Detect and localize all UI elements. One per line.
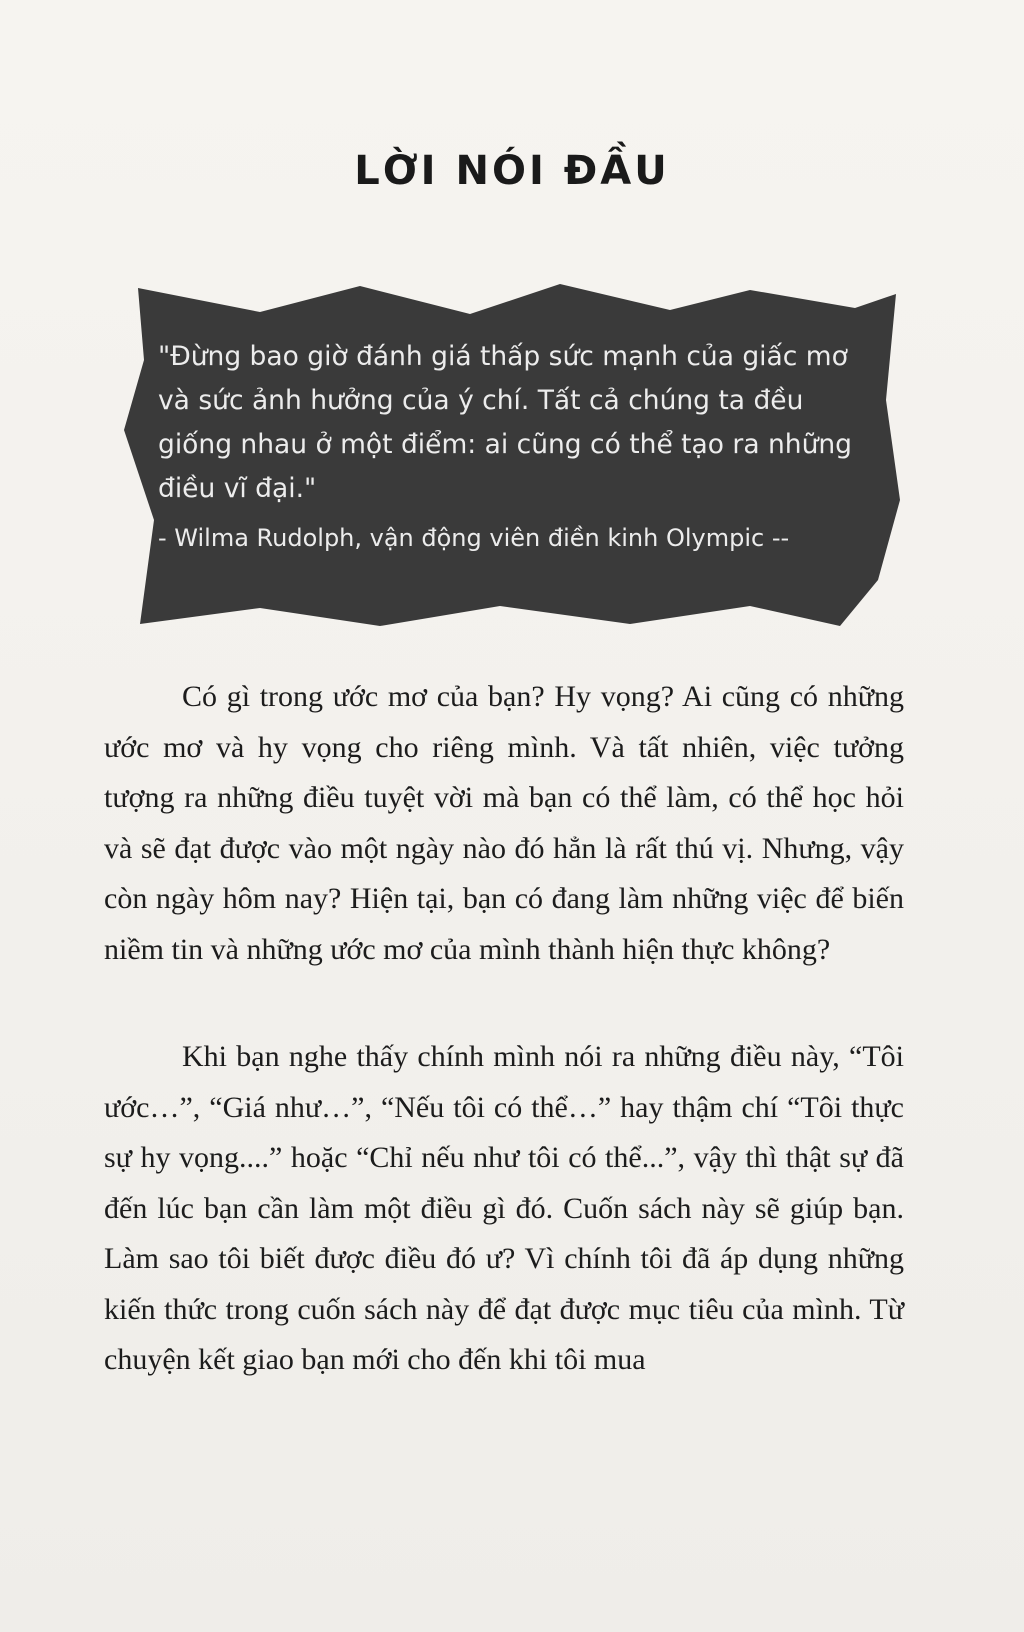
body-paragraph-1: Có gì trong ước mơ của bạn? Hy vọng? Ai cũng có những ước mơ và hy vọng cho riêng mình. Và tất nhiên, việc tưởng tượng ra những điều tuyệt vời mà bạn có thể làm, có thể học hỏi và sẽ đạt được vào một ngày nào đó hẳn là rất thú vị. Nhưng, vậy còn ngày hôm nay? Hiện tại, bạn có đang làm những việc để biến niềm tin và những ước mơ của mình thành hiện thực không?: [104, 680, 904, 966]
quote-attribution: - Wilma Rudolph, vận động viên điền kinh Olympic --: [158, 524, 790, 552]
body-paragraph-2: Khi bạn nghe thấy chính mình nói ra những điều này, “Tôi ước…”, “Giá như…”, “Nếu tôi có thể…” hay thậm chí “Tôi thực sự hy vọng....” hoặc “Chỉ nếu như tôi có thể...”, vậy thì thật sự đã đến lúc bạn cần làm một điều gì đó. Cuốn sách này sẽ giúp bạn. Làm sao tôi biết được điều đó ư? Vì chính tôi đã áp dụng những kiến thức trong cuốn sách này để đạt được mục tiêu của mình. Từ chuyện kết giao bạn mới cho đến khi tôi mua: [104, 1040, 904, 1376]
quote-box: [110, 280, 900, 640]
quote-text: "Đừng bao giờ đánh giá thấp sức mạnh của giấc mơ và sức ảnh hưởng của ý chí. Tất cả chúng ta đều giống nhau ở một điểm: ai cũng có thể tạo ra những điều vĩ đại.": [158, 341, 852, 504]
page-title: LỜI NÓI ĐẦU: [354, 148, 670, 194]
